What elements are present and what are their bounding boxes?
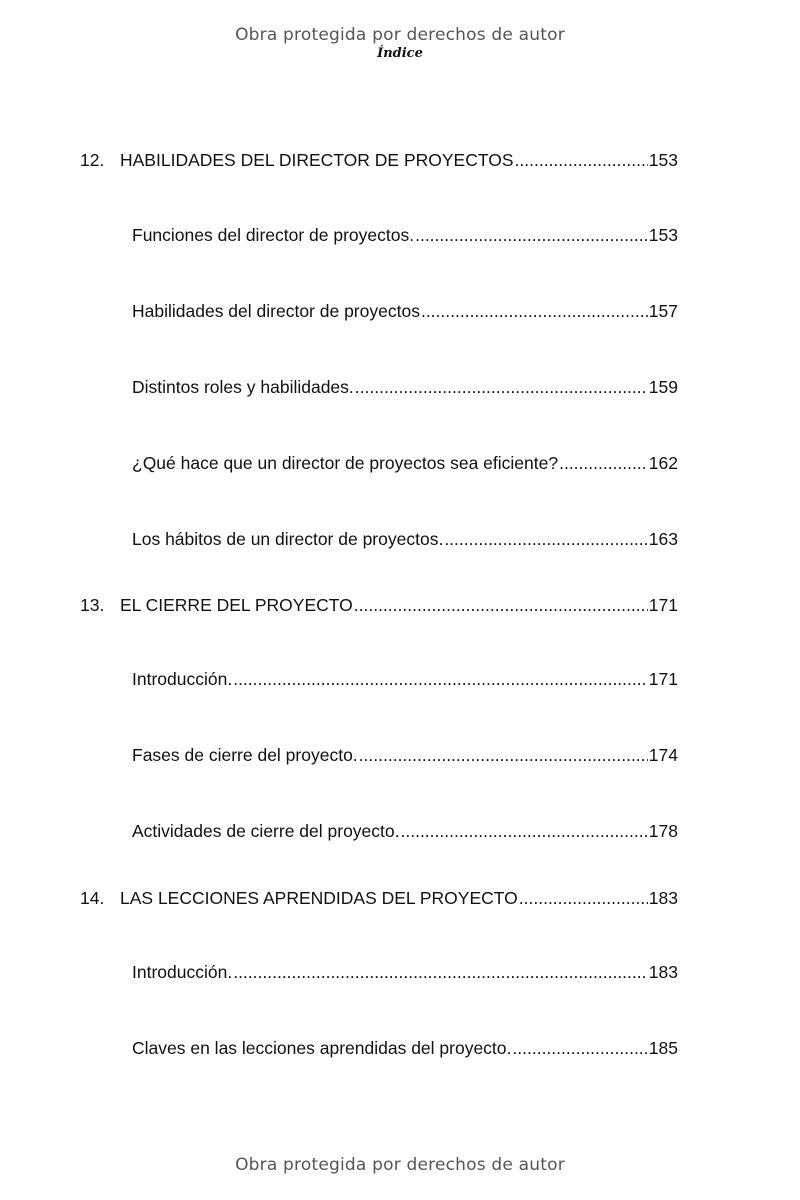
toc-chapter-12[interactable] [80,148,678,172]
section-title: Funciones del director de proyectos. [132,225,415,245]
page-number: 157 [648,301,678,321]
running-header: Índice [377,46,423,61]
section-title: Los hábitos de un director de proyectos. [132,529,444,549]
toc-section-habitos[interactable] [132,527,678,551]
dot-leader [519,886,648,910]
dot-leader [421,299,648,323]
chapter-number: 14. [80,888,105,908]
page-number: 163 [648,529,678,549]
page-number: 162 [648,453,678,473]
chapter-title: LAS LECCIONES APRENDIDAS DEL PROYECTO [120,888,518,908]
section-title: Introducción. [132,962,233,982]
section-title: Introducción. [132,669,233,689]
chapter-title: HABILIDADES DEL DIRECTOR DE PROYECTOS [120,150,514,170]
toc-section-actividades-cierre[interactable] [132,819,678,843]
copyright-watermark-bottom: Obra protegida por derechos de autor [235,1155,565,1175]
section-title: ¿Qué hace que un director de proyectos sea eficiente? [132,453,559,473]
page-number: 185 [648,1038,678,1058]
dot-leader [515,148,648,172]
dot-leader [415,223,648,247]
page-number: 153 [648,225,678,245]
page-number: 171 [648,595,678,615]
page-number: 183 [648,962,678,982]
dot-leader [233,960,648,984]
page-number: 178 [648,821,678,841]
toc-section-eficiente[interactable] [132,451,678,475]
chapter-title: EL CIERRE DEL PROYECTO [120,595,353,615]
copyright-watermark-top: Obra protegida por derechos de autor [235,25,565,45]
dot-leader [401,819,648,843]
page-number: 153 [648,150,678,170]
page-number: 183 [648,888,678,908]
chapter-number: 13. [80,595,105,615]
dot-leader [559,451,648,475]
toc-section-habilidades[interactable] [132,299,678,323]
toc-section-roles[interactable] [132,375,678,399]
dot-leader [444,527,647,551]
toc-chapter-13[interactable] [80,593,678,617]
section-title: Actividades de cierre del proyecto. [132,821,400,841]
toc-section-fases-cierre[interactable] [132,743,678,767]
toc-chapter-14[interactable] [80,886,678,910]
section-title: Claves en las lecciones aprendidas del proyecto. [132,1038,512,1058]
toc-section-claves[interactable] [132,1036,678,1060]
section-title: Habilidades del director de proyectos [132,301,420,321]
toc-section-introduccion-14[interactable] [132,960,678,984]
page-number: 159 [648,377,678,397]
section-title: Fases de cierre del proyecto. [132,745,358,765]
section-title: Distintos roles y habilidades. [132,377,354,397]
dot-leader [233,667,648,691]
page-number: 171 [648,669,678,689]
chapter-number: 12. [80,150,105,170]
dot-leader [512,1036,647,1060]
dot-leader [355,375,648,399]
dot-leader [359,743,648,767]
toc-section-introduccion-13[interactable] [132,667,678,691]
dot-leader [354,593,648,617]
page-number: 174 [648,745,678,765]
toc-section-funciones[interactable] [132,223,678,247]
